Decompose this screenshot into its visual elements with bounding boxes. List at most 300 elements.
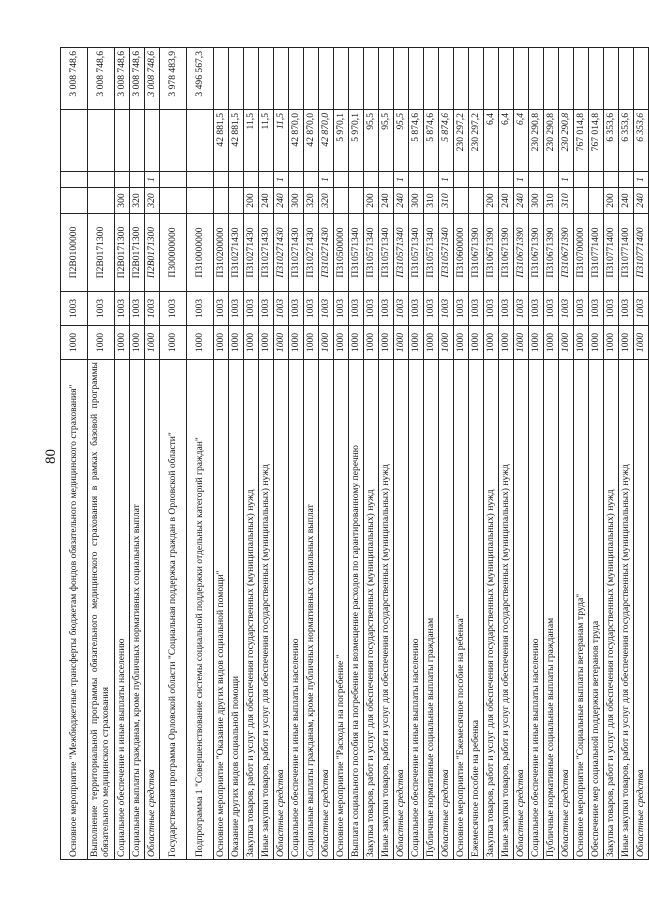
total-amount-cell	[244, 48, 259, 110]
section-code-cell: 1000	[454, 326, 469, 360]
target-code-cell: П310500000	[334, 214, 349, 292]
table-row	[289, 48, 304, 860]
subsection-code-cell: 1003	[88, 292, 115, 326]
subsection-code-cell: 1003	[289, 292, 304, 326]
row-name-cell: Выплата социального пособия на погребение и возмещение расходов по гарантированному перечню	[349, 360, 364, 860]
section-code-cell: 1000	[289, 326, 304, 360]
total-amount-cell	[634, 48, 649, 110]
target-code-cell: П2В0171300	[130, 214, 145, 292]
subsection-code-cell: 1003	[187, 292, 214, 326]
row-name-cell: Государственная программа Орловской области "Социальная поддержка граждан в Орловской области"	[160, 360, 187, 860]
row-name-cell: Иные закупки товаров, работ и услуг для обеспечения государственных (муниципальных) нужд	[259, 360, 274, 860]
row-name-cell: Основное мероприятие "Социальные выплаты ветеранам труда"	[574, 360, 589, 860]
target-code-cell: П300000000	[160, 214, 187, 292]
amount-cell: 5 874,6	[439, 110, 454, 172]
table-row	[484, 48, 499, 860]
subsection-code-cell: 1003	[454, 292, 469, 326]
amount-cell: 42 881,5	[229, 110, 244, 172]
table-row	[61, 48, 88, 860]
expense-type-cell	[349, 188, 364, 214]
total-amount-cell	[499, 48, 514, 110]
target-code-cell: П310671390	[469, 214, 484, 292]
section-code-cell: 1000	[334, 326, 349, 360]
section-code-cell: 1000	[115, 326, 130, 360]
source-mark-cell	[499, 172, 514, 188]
row-name-cell: Областные средства	[319, 360, 334, 860]
target-code-cell: П310571340	[364, 214, 379, 292]
subsection-code-cell: 1003	[484, 292, 499, 326]
section-code-cell: 1000	[589, 326, 604, 360]
amount-cell: 11,5	[274, 110, 289, 172]
subsection-code-cell: 1003	[160, 292, 187, 326]
table-row	[499, 48, 514, 860]
subsection-code-cell: 1003	[514, 292, 529, 326]
total-amount-cell	[274, 48, 289, 110]
amount-cell	[61, 110, 88, 172]
table-row	[469, 48, 484, 860]
row-name-cell: Областные средства	[514, 360, 529, 860]
amount-cell: 230 290,8	[544, 110, 559, 172]
total-amount-cell: 3 008 748,6	[61, 48, 88, 110]
section-code-cell: 1000	[304, 326, 319, 360]
amount-cell: 767 014,8	[574, 110, 589, 172]
total-amount-cell	[229, 48, 244, 110]
table-row	[394, 48, 409, 860]
amount-cell: 42 870,0	[289, 110, 304, 172]
table-row	[319, 48, 334, 860]
expense-type-cell: 240	[634, 188, 649, 214]
expense-type-cell	[187, 188, 214, 214]
expense-type-cell: 320	[304, 188, 319, 214]
expense-type-cell: 300	[289, 188, 304, 214]
target-code-cell: П2В0171300	[115, 214, 130, 292]
target-code-cell: П310271430	[304, 214, 319, 292]
row-name-cell: Подпрограмма 1 "Совершенствование системы социальной поддержки отдельных категорий граждан"	[187, 360, 214, 860]
row-name-cell: Социальное обеспечение и иные выплаты населению	[289, 360, 304, 860]
total-amount-cell	[559, 48, 574, 110]
section-code-cell: 1000	[145, 326, 160, 360]
target-code-cell: П310271430	[319, 214, 334, 292]
expense-type-cell: 240	[619, 188, 634, 214]
amount-cell: 230 297,2	[454, 110, 469, 172]
expense-type-cell: 240	[274, 188, 289, 214]
table-row	[619, 48, 634, 860]
table-row	[409, 48, 424, 860]
target-code-cell: П310600000	[454, 214, 469, 292]
expense-type-cell: 200	[244, 188, 259, 214]
subsection-code-cell: 1003	[274, 292, 289, 326]
expense-type-cell: 300	[529, 188, 544, 214]
section-code-cell: 1000	[130, 326, 145, 360]
total-amount-cell	[604, 48, 619, 110]
subsection-code-cell: 1003	[145, 292, 160, 326]
section-code-cell: 1000	[160, 326, 187, 360]
table-row	[349, 48, 364, 860]
subsection-code-cell: 1003	[574, 292, 589, 326]
amount-cell: 11,5	[244, 110, 259, 172]
amount-cell: 42 870,0	[319, 110, 334, 172]
target-code-cell: П310671390	[544, 214, 559, 292]
amount-cell: 6,4	[514, 110, 529, 172]
source-mark-cell: 1	[274, 172, 289, 188]
total-amount-cell	[289, 48, 304, 110]
expense-type-cell: 300	[409, 188, 424, 214]
expense-type-cell	[454, 188, 469, 214]
subsection-code-cell: 1003	[469, 292, 484, 326]
section-code-cell: 1000	[409, 326, 424, 360]
total-amount-cell	[214, 48, 229, 110]
target-code-cell: П2В0171300	[88, 214, 115, 292]
total-amount-cell	[409, 48, 424, 110]
target-code-cell: П310571340	[439, 214, 454, 292]
target-code-cell: П310700000	[574, 214, 589, 292]
amount-cell: 42 870,0	[304, 110, 319, 172]
subsection-code-cell: 1003	[349, 292, 364, 326]
row-name-cell: Областные средства	[394, 360, 409, 860]
table-row	[244, 48, 259, 860]
row-name-cell: Основное мероприятие "Оказание других видов социальной помощи"	[214, 360, 229, 860]
target-code-cell: П310271430	[274, 214, 289, 292]
section-code-cell: 1000	[544, 326, 559, 360]
subsection-code-cell: 1003	[529, 292, 544, 326]
section-code-cell: 1000	[274, 326, 289, 360]
row-name-cell: Областные средства	[274, 360, 289, 860]
total-amount-cell	[349, 48, 364, 110]
source-mark-cell: 1	[514, 172, 529, 188]
row-name-cell: Социальное обеспечение и иные выплаты населению	[409, 360, 424, 860]
target-code-cell: П310571340	[349, 214, 364, 292]
expense-type-cell	[160, 188, 187, 214]
target-code-cell: П310671390	[514, 214, 529, 292]
target-code-cell: П310671390	[499, 214, 514, 292]
amount-cell	[187, 110, 214, 172]
amount-cell: 95,5	[394, 110, 409, 172]
total-amount-cell: 3 496 567,3	[187, 48, 214, 110]
source-mark-cell	[409, 172, 424, 188]
source-mark-cell	[187, 172, 214, 188]
total-amount-cell	[364, 48, 379, 110]
expense-type-cell: 200	[484, 188, 499, 214]
row-name-cell: Закупка товаров, работ и услуг для обеспечения государственных (муниципальных) нужд	[484, 360, 499, 860]
expense-type-cell: 200	[364, 188, 379, 214]
source-mark-cell	[364, 172, 379, 188]
table-row	[115, 48, 130, 860]
table-row	[274, 48, 289, 860]
expense-type-cell: 320	[145, 188, 160, 214]
row-name-cell: Областные средства	[559, 360, 574, 860]
table-row	[424, 48, 439, 860]
amount-cell	[115, 110, 130, 172]
section-code-cell: 1000	[61, 326, 88, 360]
section-code-cell: 1000	[364, 326, 379, 360]
section-code-cell: 1000	[529, 326, 544, 360]
source-mark-cell	[604, 172, 619, 188]
amount-cell: 6,4	[484, 110, 499, 172]
table-row	[559, 48, 574, 860]
subsection-code-cell: 1003	[499, 292, 514, 326]
subsection-code-cell: 1003	[589, 292, 604, 326]
row-name-cell: Закупка товаров, работ и услуг для обеспечения государственных (муниципальных) нужд	[604, 360, 619, 860]
source-mark-cell	[130, 172, 145, 188]
total-amount-cell: 3 008 748,6	[130, 48, 145, 110]
amount-cell: 6,4	[499, 110, 514, 172]
source-mark-cell	[589, 172, 604, 188]
source-mark-cell	[349, 172, 364, 188]
total-amount-cell	[619, 48, 634, 110]
amount-cell	[130, 110, 145, 172]
target-code-cell: П310571340	[394, 214, 409, 292]
target-code-cell: П310771400	[634, 214, 649, 292]
table-row	[379, 48, 394, 860]
subsection-code-cell: 1003	[619, 292, 634, 326]
section-code-cell: 1000	[619, 326, 634, 360]
row-name-cell: Социальные выплаты гражданам, кроме публичных нормативных социальных выплат	[130, 360, 145, 860]
row-name-cell: Социальное обеспечение и иные выплаты населению	[529, 360, 544, 860]
subsection-code-cell: 1003	[559, 292, 574, 326]
target-code-cell: П310571340	[409, 214, 424, 292]
section-code-cell: 1000	[244, 326, 259, 360]
section-code-cell: 1000	[484, 326, 499, 360]
source-mark-cell	[619, 172, 634, 188]
subsection-code-cell: 1003	[364, 292, 379, 326]
row-name-cell: Ежемесячное пособие на ребенка	[469, 360, 484, 860]
amount-cell: 6 353,6	[619, 110, 634, 172]
subsection-code-cell: 1003	[229, 292, 244, 326]
row-name-cell: Оказание других видов социальной помощи	[229, 360, 244, 860]
table-row	[88, 48, 115, 860]
source-mark-cell	[574, 172, 589, 188]
table-row	[514, 48, 529, 860]
total-amount-cell: 3 008 748,6	[145, 48, 160, 110]
source-mark-cell	[454, 172, 469, 188]
expense-type-cell	[469, 188, 484, 214]
row-name-cell: Иные закупки товаров, работ и услуг для обеспечения государственных (муниципальных) нужд	[499, 360, 514, 860]
table-row	[160, 48, 187, 860]
table-row	[259, 48, 274, 860]
amount-cell: 5 970,1	[334, 110, 349, 172]
subsection-code-cell: 1003	[604, 292, 619, 326]
source-mark-cell	[88, 172, 115, 188]
target-code-cell: П310271430	[244, 214, 259, 292]
budget-table	[60, 47, 649, 860]
subsection-code-cell: 1003	[424, 292, 439, 326]
target-code-cell: П310771400	[619, 214, 634, 292]
row-name-cell: Закупка товаров, работ и услуг для обеспечения государственных (муниципальных) нужд	[244, 360, 259, 860]
expense-type-cell: 320	[319, 188, 334, 214]
subsection-code-cell: 1003	[214, 292, 229, 326]
section-code-cell: 1000	[88, 326, 115, 360]
subsection-code-cell: 1003	[409, 292, 424, 326]
target-code-cell: П310671390	[484, 214, 499, 292]
total-amount-cell	[484, 48, 499, 110]
source-mark-cell	[484, 172, 499, 188]
subsection-code-cell: 1003	[439, 292, 454, 326]
table-row	[364, 48, 379, 860]
source-mark-cell	[214, 172, 229, 188]
amount-cell: 95,5	[364, 110, 379, 172]
section-code-cell: 1000	[214, 326, 229, 360]
row-name-cell: Социальное обеспечение и иные выплаты населению	[115, 360, 130, 860]
total-amount-cell	[394, 48, 409, 110]
row-name-cell: Публичные нормативные социальные выплаты гражданам	[544, 360, 559, 860]
section-code-cell: 1000	[349, 326, 364, 360]
row-name-cell: Иные закупки товаров, работ и услуг для обеспечения государственных (муниципальных) нужд	[379, 360, 394, 860]
total-amount-cell: 3 008 748,6	[115, 48, 130, 110]
target-code-cell: П310271430	[229, 214, 244, 292]
expense-type-cell: 240	[259, 188, 274, 214]
total-amount-cell	[529, 48, 544, 110]
target-code-cell: П310571340	[424, 214, 439, 292]
expense-type-cell: 240	[514, 188, 529, 214]
expense-type-cell	[88, 188, 115, 214]
expense-type-cell: 240	[379, 188, 394, 214]
amount-cell: 11,5	[259, 110, 274, 172]
amount-cell: 6 353,6	[634, 110, 649, 172]
subsection-code-cell: 1003	[334, 292, 349, 326]
target-code-cell: П310271430	[289, 214, 304, 292]
section-code-cell: 1000	[559, 326, 574, 360]
section-code-cell: 1000	[634, 326, 649, 360]
row-name-cell: Обеспечение мер социальной поддержки ветеранов труда	[589, 360, 604, 860]
subsection-code-cell: 1003	[634, 292, 649, 326]
section-code-cell: 1000	[229, 326, 244, 360]
section-code-cell: 1000	[319, 326, 334, 360]
amount-cell	[145, 110, 160, 172]
total-amount-cell	[544, 48, 559, 110]
expense-type-cell	[61, 188, 88, 214]
source-mark-cell	[334, 172, 349, 188]
expense-type-cell	[334, 188, 349, 214]
source-mark-cell: 1	[559, 172, 574, 188]
subsection-code-cell: 1003	[244, 292, 259, 326]
amount-cell: 5 970,1	[349, 110, 364, 172]
section-code-cell: 1000	[514, 326, 529, 360]
expense-type-cell: 310	[424, 188, 439, 214]
source-mark-cell	[259, 172, 274, 188]
expense-type-cell	[229, 188, 244, 214]
source-mark-cell	[289, 172, 304, 188]
table-row	[574, 48, 589, 860]
source-mark-cell	[304, 172, 319, 188]
total-amount-cell	[259, 48, 274, 110]
expense-type-cell: 320	[130, 188, 145, 214]
subsection-code-cell: 1003	[394, 292, 409, 326]
amount-cell: 767 014,8	[589, 110, 604, 172]
table-row	[187, 48, 214, 860]
source-mark-cell	[379, 172, 394, 188]
row-name-cell: Основное мероприятие "Расходы на погребение "	[334, 360, 349, 860]
table-row	[214, 48, 229, 860]
total-amount-cell	[469, 48, 484, 110]
section-code-cell: 1000	[259, 326, 274, 360]
section-code-cell: 1000	[379, 326, 394, 360]
table-row	[454, 48, 469, 860]
total-amount-cell	[514, 48, 529, 110]
subsection-code-cell: 1003	[319, 292, 334, 326]
target-code-cell: П310571340	[379, 214, 394, 292]
target-code-cell: П2В0100000	[61, 214, 88, 292]
section-code-cell: 1000	[439, 326, 454, 360]
target-code-cell: П310200000	[214, 214, 229, 292]
table-row	[130, 48, 145, 860]
expense-type-cell: 310	[544, 188, 559, 214]
source-mark-cell: 1	[319, 172, 334, 188]
total-amount-cell	[424, 48, 439, 110]
amount-cell: 230 297,2	[469, 110, 484, 172]
total-amount-cell	[454, 48, 469, 110]
total-amount-cell	[589, 48, 604, 110]
expense-type-cell: 300	[115, 188, 130, 214]
page-number: 80	[43, 449, 59, 464]
target-code-cell: П310771400	[604, 214, 619, 292]
target-code-cell: П310671390	[559, 214, 574, 292]
subsection-code-cell: 1003	[259, 292, 274, 326]
amount-cell: 5 874,6	[409, 110, 424, 172]
total-amount-cell	[439, 48, 454, 110]
amount-cell	[88, 110, 115, 172]
table-row	[604, 48, 619, 860]
total-amount-cell	[304, 48, 319, 110]
table-row	[334, 48, 349, 860]
row-name-cell: Закупка товаров, работ и услуг для обеспечения государственных (муниципальных) нужд	[364, 360, 379, 860]
section-code-cell: 1000	[604, 326, 619, 360]
table-row	[529, 48, 544, 860]
expense-type-cell: 310	[559, 188, 574, 214]
source-mark-cell: 1	[394, 172, 409, 188]
row-name-cell: Социальные выплаты гражданам, кроме публичных нормативных социальных выплат	[304, 360, 319, 860]
table-row	[589, 48, 604, 860]
section-code-cell: 1000	[499, 326, 514, 360]
total-amount-cell: 3 008 748,6	[88, 48, 115, 110]
source-mark-cell: 1	[439, 172, 454, 188]
target-code-cell: П2В0171300	[145, 214, 160, 292]
section-code-cell: 1000	[424, 326, 439, 360]
expense-type-cell: 240	[394, 188, 409, 214]
table-row	[304, 48, 319, 860]
source-mark-cell: 1	[634, 172, 649, 188]
amount-cell: 5 874,6	[424, 110, 439, 172]
section-code-cell: 1000	[469, 326, 484, 360]
expense-type-cell: 310	[439, 188, 454, 214]
total-amount-cell: 3 978 483,9	[160, 48, 187, 110]
section-code-cell: 1000	[574, 326, 589, 360]
amount-cell	[160, 110, 187, 172]
row-name-cell: Областные средства	[634, 360, 649, 860]
target-code-cell: П310000000	[187, 214, 214, 292]
total-amount-cell	[574, 48, 589, 110]
total-amount-cell	[379, 48, 394, 110]
source-mark-cell	[469, 172, 484, 188]
source-mark-cell	[529, 172, 544, 188]
section-code-cell: 1000	[187, 326, 214, 360]
subsection-code-cell: 1003	[304, 292, 319, 326]
row-name-cell: Областные средства	[145, 360, 160, 860]
row-name-cell: Иные закупки товаров, работ и услуг для обеспечения государственных (муниципальных) нужд	[619, 360, 634, 860]
subsection-code-cell: 1003	[379, 292, 394, 326]
source-mark-cell	[160, 172, 187, 188]
row-name-cell: Основное мероприятие "Ежемесячное пособие на ребенка"	[454, 360, 469, 860]
table-row	[634, 48, 649, 860]
source-mark-cell	[244, 172, 259, 188]
amount-cell: 6 353,6	[604, 110, 619, 172]
amount-cell: 95,5	[379, 110, 394, 172]
section-code-cell: 1000	[394, 326, 409, 360]
row-name-cell: Областные средства	[439, 360, 454, 860]
budget-table-body	[61, 48, 649, 860]
expense-type-cell	[574, 188, 589, 214]
expense-type-cell	[214, 188, 229, 214]
expense-type-cell: 200	[604, 188, 619, 214]
